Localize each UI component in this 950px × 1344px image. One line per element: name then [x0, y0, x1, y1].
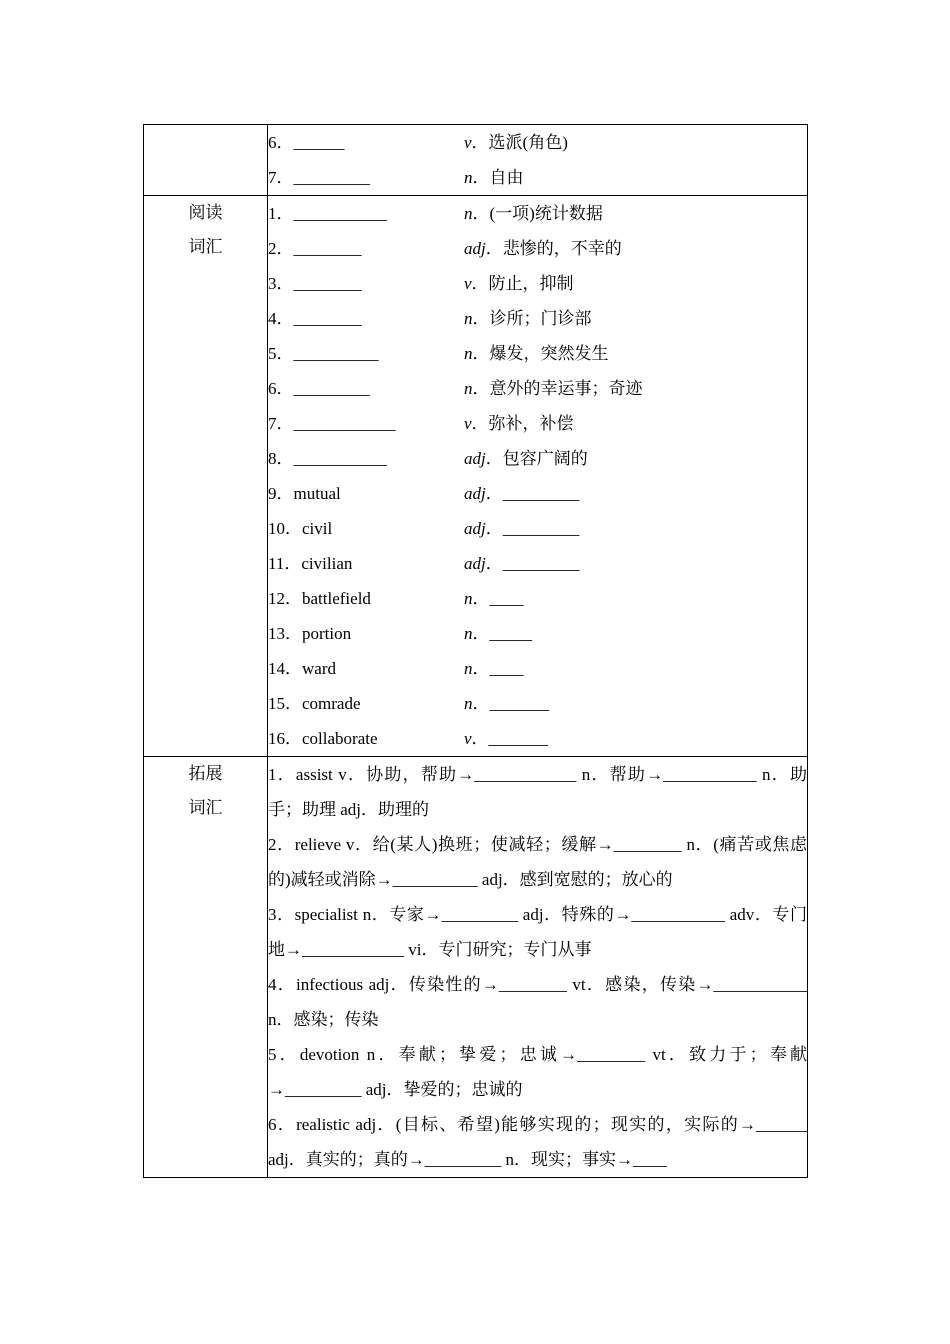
- meaning-blank[interactable]: _______: [489, 694, 549, 713]
- answer-blank[interactable]: ____________: [293, 414, 396, 433]
- part-of-speech: v: [464, 729, 472, 748]
- meaning-blank[interactable]: _________: [502, 554, 580, 573]
- item-number: 14．: [268, 659, 302, 678]
- section-continued-content: [268, 125, 808, 196]
- answer-blank[interactable]: ______: [293, 133, 345, 152]
- meaning: 诊所；门诊部: [489, 309, 592, 328]
- vocab-row: 2．________ adj．悲惨的，不幸的: [268, 239, 622, 258]
- meaning: 弥补，补偿: [488, 414, 574, 433]
- category-reading: [144, 196, 268, 757]
- meaning: 悲惨的，不幸的: [502, 239, 622, 258]
- answer-blank[interactable]: ________: [293, 274, 362, 293]
- vocab-row: 7．_________ n．自由: [268, 168, 524, 187]
- part-of-speech: adj: [464, 554, 486, 573]
- vocab-word: comrade: [302, 694, 361, 713]
- category-label: 阅读: [188, 203, 223, 223]
- item-number: 6．: [268, 133, 294, 152]
- part-of-speech: n: [464, 168, 473, 187]
- part-of-speech: adj: [464, 239, 486, 258]
- extension-content: [268, 757, 808, 1178]
- item-number: 2．: [268, 239, 294, 258]
- vocab-row: 14．ward n．____: [268, 659, 524, 678]
- answer-blank[interactable]: ________: [293, 239, 362, 258]
- extension-item[interactable]: 1．assist v．协助，帮助→____________ n．帮助→___________ n．助手；助理 adj．助理的: [268, 765, 807, 819]
- vocab-word: portion: [302, 624, 352, 643]
- vocab-row: 6．______ v．选派(角色): [268, 133, 568, 152]
- part-of-speech: n: [464, 309, 473, 328]
- item-number: 4．: [268, 309, 294, 328]
- answer-blank[interactable]: _________: [293, 379, 370, 398]
- answer-blank[interactable]: ___________: [293, 449, 387, 468]
- meaning-blank[interactable]: _____: [489, 624, 532, 643]
- part-of-speech: n: [464, 379, 473, 398]
- vocab-word: civil: [302, 519, 333, 538]
- section-extension: [144, 757, 808, 1178]
- part-of-speech: n: [464, 204, 473, 223]
- vocab-row: 16．collaborate v．_______: [268, 729, 549, 748]
- vocab-row: 9．mutual adj．_________: [268, 484, 580, 503]
- section-continued: [144, 125, 808, 196]
- vocab-row: 1．___________ n．(一项)统计数据: [268, 204, 603, 223]
- answer-blank[interactable]: ___________: [293, 204, 387, 223]
- category-label: 拓展: [188, 764, 223, 784]
- answer-blank[interactable]: ________: [293, 309, 362, 328]
- meaning: 包容广阔的: [502, 449, 588, 468]
- answer-blank[interactable]: _________: [293, 168, 370, 187]
- vocab-row: 5．__________ n．爆发，突然发生: [268, 344, 609, 363]
- meaning: 爆发，突然发生: [489, 344, 609, 363]
- vocab-row: 3．________ v．防止，抑制: [268, 274, 574, 293]
- vocab-word: battlefield: [302, 589, 371, 608]
- item-number: 16．: [268, 729, 302, 748]
- item-number: 8．: [268, 449, 294, 468]
- category-cell-empty: [144, 125, 268, 196]
- part-of-speech: v: [464, 274, 472, 293]
- item-number: 5．: [268, 344, 294, 363]
- vocab-row: 15．comrade n．_______: [268, 694, 549, 713]
- part-of-speech: v: [464, 133, 472, 152]
- vocab-word: civilian: [301, 554, 353, 573]
- item-number: 6．: [268, 379, 294, 398]
- item-number: 1．: [268, 204, 294, 223]
- category-extension: [144, 757, 268, 1178]
- item-number: 3．: [268, 274, 294, 293]
- part-of-speech: n: [464, 589, 473, 608]
- vocab-row: 6．_________ n．意外的幸运事；奇迹: [268, 379, 643, 398]
- vocab-word: collaborate: [302, 729, 378, 748]
- category-label: 词汇: [188, 798, 223, 818]
- meaning-blank[interactable]: _________: [502, 519, 580, 538]
- item-number: 11．: [268, 554, 302, 573]
- item-number: 7．: [268, 414, 294, 433]
- section-reading: [144, 196, 808, 757]
- part-of-speech: n: [464, 344, 473, 363]
- meaning: (一项)统计数据: [489, 204, 603, 223]
- item-number: 9．: [268, 484, 294, 503]
- vocab-word: mutual: [293, 484, 341, 503]
- reading-content: [268, 196, 808, 757]
- vocab-row: 4．________ n．诊所；门诊部: [268, 309, 592, 328]
- item-number: 12．: [268, 589, 302, 608]
- extension-item[interactable]: 4．infectious adj．传染性的→________ vt．感染，传染→___________ n．感染；传染: [268, 975, 807, 1029]
- vocab-row: 13．portion n．_____: [268, 624, 532, 643]
- part-of-speech: adj: [464, 519, 486, 538]
- part-of-speech: n: [464, 694, 473, 713]
- category-label: 词汇: [188, 237, 223, 257]
- extension-item[interactable]: 6．realistic adj．(目标、希望)能够实现的；现实的，实际的→______ adj．真实的；真的→_________ n．现实；事实→____: [268, 1115, 807, 1169]
- meaning-blank[interactable]: ____: [489, 589, 524, 608]
- meaning: 自由: [489, 168, 524, 187]
- vocab-row: 7．____________ v．弥补，补偿: [268, 414, 574, 433]
- meaning-blank[interactable]: ____: [489, 659, 524, 678]
- meaning: 选派(角色): [488, 133, 568, 152]
- part-of-speech: adj: [464, 449, 486, 468]
- vocab-row: 10．civil adj．_________: [268, 519, 580, 538]
- extension-item[interactable]: 2．relieve v．给(某人)换班；使减轻；缓解→________ n．(痛苦或焦虑的)减轻或消除→__________ adj．感到宽慰的；放心的: [268, 835, 807, 889]
- vocab-row: 11．civilian adj．_________: [268, 554, 580, 573]
- item-number: 10．: [268, 519, 302, 538]
- extension-item[interactable]: 5．devotion n．奉献；挚爱；忠诚→________ vt．致力于；奉献→_________ adj．挚爱的；忠诚的: [268, 1045, 807, 1099]
- item-number: 15．: [268, 694, 302, 713]
- item-number: 13．: [268, 624, 302, 643]
- meaning: 防止，抑制: [488, 274, 574, 293]
- part-of-speech: n: [464, 659, 473, 678]
- part-of-speech: adj: [464, 484, 486, 503]
- part-of-speech: n: [464, 624, 473, 643]
- vocabulary-table: [143, 124, 808, 1178]
- part-of-speech: v: [464, 414, 472, 433]
- answer-blank[interactable]: __________: [293, 344, 379, 363]
- item-number: 7．: [268, 168, 294, 187]
- vocab-row: 8．___________ adj．包容广阔的: [268, 449, 588, 468]
- meaning: 意外的幸运事；奇迹: [489, 379, 643, 398]
- meaning-blank[interactable]: _________: [502, 484, 580, 503]
- vocab-word: ward: [302, 659, 336, 678]
- meaning-blank[interactable]: _______: [488, 729, 549, 748]
- vocab-row: 12．battlefield n．____: [268, 589, 524, 608]
- extension-item[interactable]: 3．specialist n．专家→_________ adj．特殊的→___________ adv．专门地→____________ vi．专门研究；专门从事: [268, 905, 807, 959]
